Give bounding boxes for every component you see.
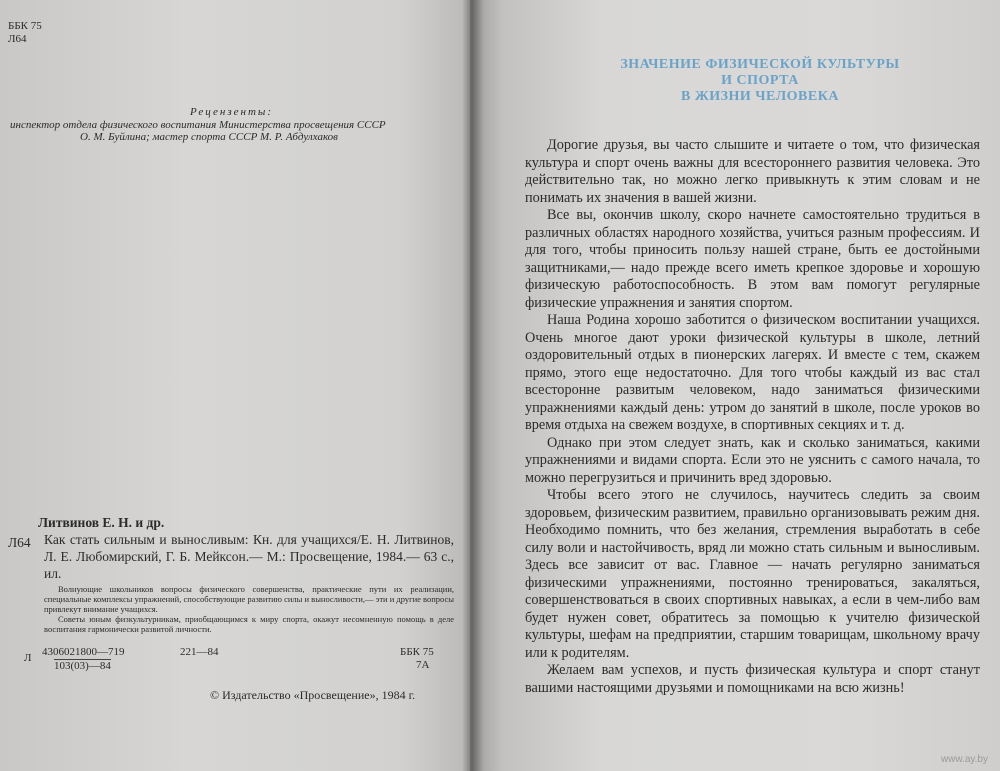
copyright: © Издательство «Просвещение», 1984 г.	[210, 688, 416, 702]
paragraph: Дорогие друзья, вы часто слышите и читаете о том, что физическая культура и спорт очень важны для всестороннего развития человека. Это действительно так, но можно легко привыкнуть к этим словам и не понимать их значения в вашей жизни.	[525, 137, 980, 206]
code-right: 221—84	[180, 646, 219, 658]
book-gutter-shadow	[462, 0, 484, 771]
paragraph: Наша Родина хорошо заботится о физическом воспитании учащихся. Очень многое дают уроки физической культуры в школе, летний оздоровительный отдых в пионерских лагерях. И вместе с тем, скажем прямо, этого еще недостаточно. Для того чтобы каждый из вас стал всесторонне развитым человеком, надо заниматься физическими упражнениями каждый день: утром до занятий в школе, после уроков во время отдыха на свежем воздухе, в спортивных секциях и т. д.	[525, 312, 980, 433]
code-letter: Л	[24, 652, 32, 664]
code-denominator: 103(03)—84	[54, 660, 111, 672]
body-text	[525, 137, 980, 697]
title-line-2: И СПОРТА	[721, 73, 799, 88]
chapter-title	[560, 57, 960, 105]
title-line-1: ЗНАЧЕНИЕ ФИЗИЧЕСКОЙ КУЛЬТУРЫ	[620, 57, 900, 72]
biblio-description: Как стать сильным и выносливым: Кн. для учащихся/Е. Н. Литвинов, Л. Е. Любомирский, Г. Б. Мейксон.— М.: Просвещение, 1984.— 63 с., ил.	[44, 532, 454, 581]
paragraph: Чтобы всего этого не случилось, научитесь следить за своим здоровьем, физическим развитием, правильно организовывать режим дня. Необходимо помнить, что без желания, стремления выработать в себе силу воли и настойчивость, вряд ли можно стать сильным и выносливым. Здесь все зависит от вас. Главное — начать регулярно заниматься физическими упражнениями, постоянно тренироваться, закаляться, совершенствоваться в своих спортивных навыках, а если в чем-либо вам будет нужен совет, обратитесь за помощью к учителю физической культуры, шефам на предприятии, старшим товарищам, школьному врачу или к родителям.	[525, 487, 980, 661]
biblio-class: Л64	[8, 535, 31, 550]
code-numerator: 4306021800—719	[42, 646, 125, 658]
left-page	[0, 0, 472, 771]
annotation	[44, 584, 454, 634]
bbk-code: ББК 75	[8, 20, 42, 32]
reviewers-title: Рецензенты:	[190, 106, 274, 118]
bbk-bottom: ББК 75	[400, 646, 434, 658]
paragraph: Все вы, окончив школу, скоро начнете самостоятельно трудиться в различных областях народного хозяйства, учиться разным профессиям. И для того, чтобы приносить пользу нашей стране, быть ее достойными защитниками,— надо прежде всего иметь крепкое здоровье и хорошую физическую работоспособность. В этом вам помогут регулярные физические упражнения и занятия спортом.	[525, 207, 980, 311]
author-code: Л64	[8, 33, 27, 45]
right-page	[470, 0, 1000, 771]
bibliographic-record	[8, 514, 454, 582]
watermark: www.ay.by	[940, 754, 988, 765]
reviewers-line-2: О. М. Буйлина; мастер спорта СССР М. Р. Абдулхаков	[80, 131, 338, 143]
title-line-3: В ЖИЗНИ ЧЕЛОВЕКА	[681, 89, 839, 104]
annotation-paragraph: Советы юным физкультурникам, приобщающимся к миру спорта, окажут несомненную помощь в деле воспитания гармонически развитой личности.	[44, 614, 454, 634]
paragraph: Желаем вам успехов, и пусть физическая культура и спорт станут вашими настоящими друзьями и помощниками на всю жизнь!	[525, 662, 980, 696]
reviewers-line-1: инспектор отдела физического воспитания Министерства просвещения СССР	[10, 119, 386, 131]
annotation-paragraph: Волнующие школьников вопросы физического совершенства, практические пути их реализации, специальные комплексы упражнений, способствующие развитию силы и выносливости,— эти и другие вопросы привлекут внимание учащихся.	[44, 584, 454, 614]
bbk-header	[8, 20, 42, 46]
paragraph: Однако при этом следует знать, как и сколько заниматься, какими упражнениями и видами спорта. Если это не уяснить с самого начала, то можно перегрузиться и причинить вред здоровью.	[525, 434, 980, 486]
biblio-author: Литвинов Е. Н. и др.	[38, 515, 165, 530]
bbk-bottom-sub: 7А	[416, 659, 430, 671]
